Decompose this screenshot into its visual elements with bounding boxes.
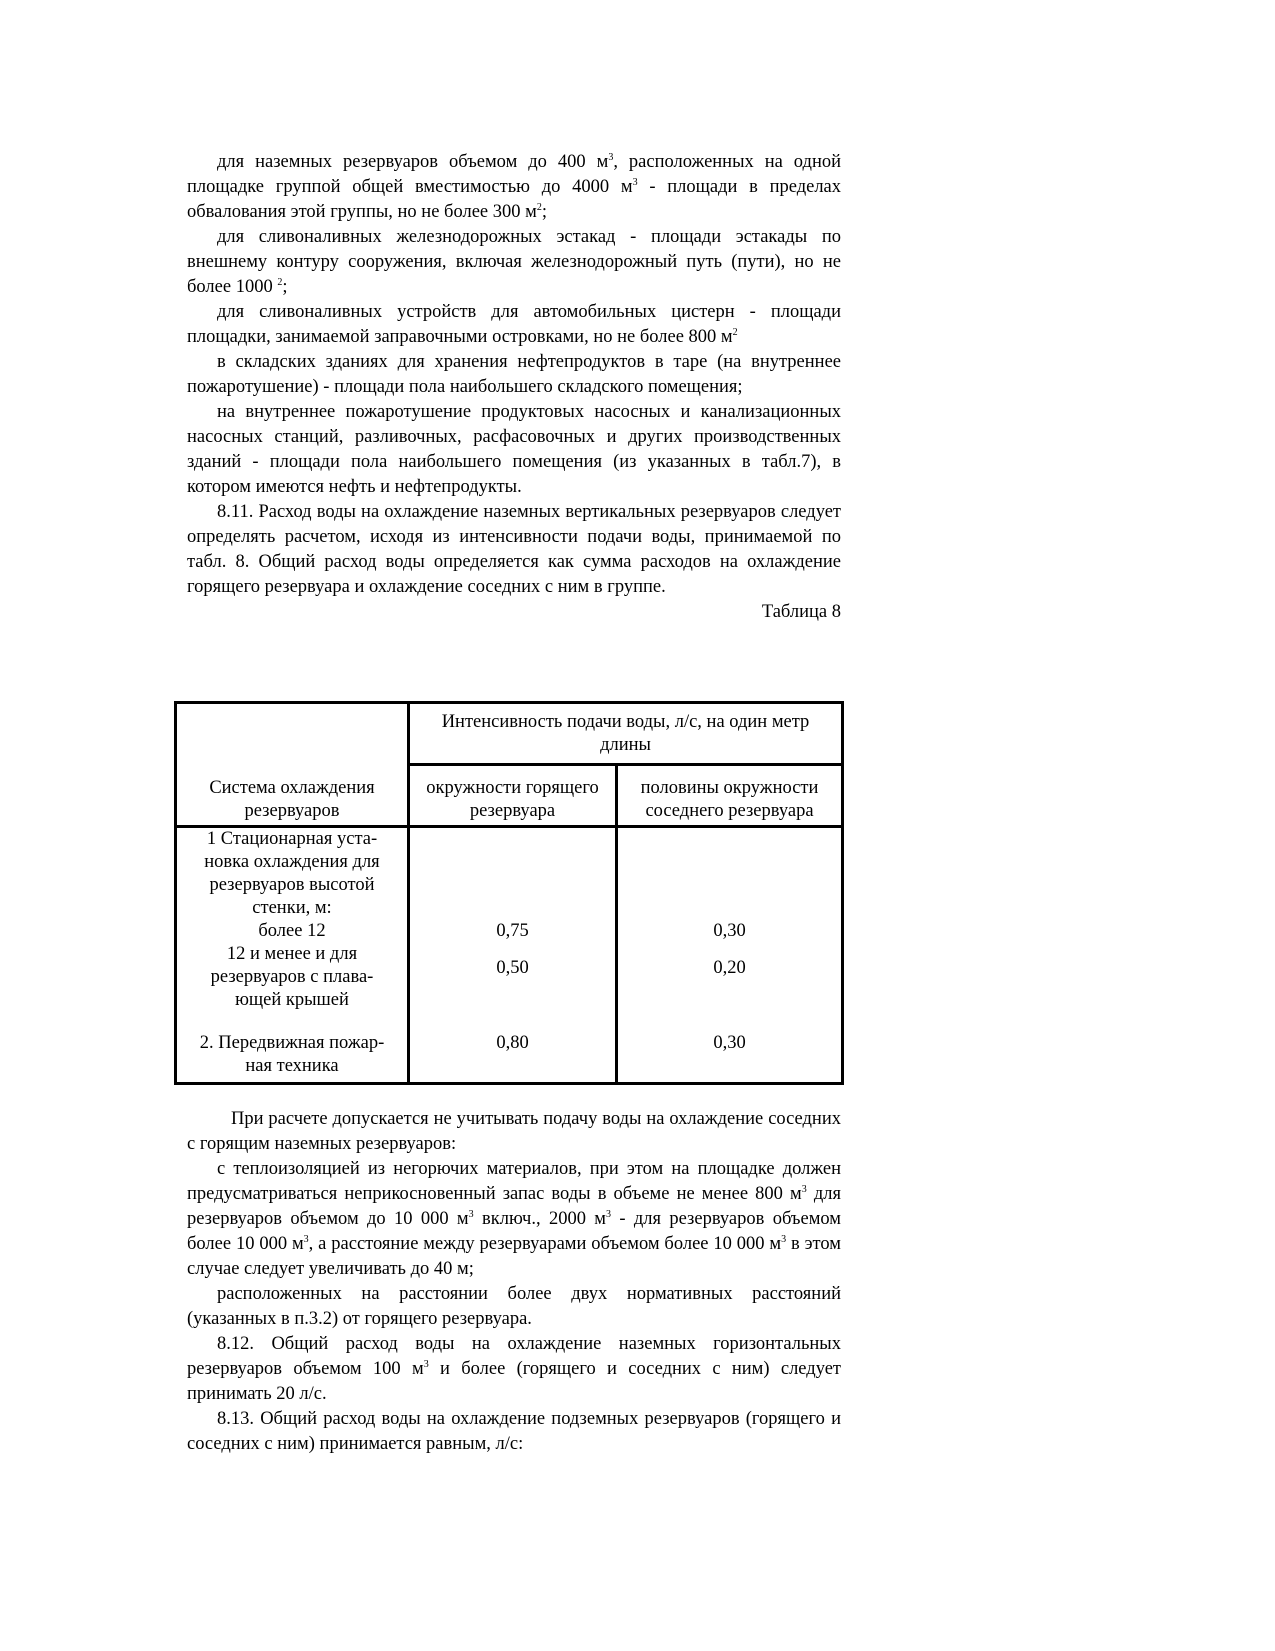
label-line: 1 Стационарная уста- [206, 829, 378, 849]
text: с теплоизоляцией из негорючих материалов, при этом на площадке должен предусматриваться неприкосновенный запас воды в объеме не менее 800 м [187, 1159, 841, 1204]
superscript: 2 [732, 327, 738, 338]
superscript: 2 [277, 277, 283, 288]
paragraph-8-12 [187, 1332, 841, 1407]
superscript: 3 [423, 1359, 429, 1370]
header-water-intensity: Интенсивность подачи воды, л/с, на один метр длины [409, 703, 843, 765]
label-line: резервуаров высотой [209, 875, 375, 895]
value-12-and-less: 0,20 [713, 958, 746, 978]
label-line: более 12 [258, 921, 326, 941]
paragraph-ground-tanks [187, 150, 841, 225]
text: в этом случае следует увеличивать до 40 м; [187, 1234, 841, 1279]
cell-mobile-label [176, 1022, 409, 1084]
cell-stationary-adjacent [617, 827, 843, 1022]
text: для резервуаров объемом до 10 000 м [187, 1184, 841, 1229]
text: для наземных резервуаров объемом до 400 м [217, 152, 609, 172]
document-body-bottom [187, 1107, 841, 1457]
superscript: 2 [536, 202, 542, 213]
label-line: резервуаров с плава- [210, 967, 374, 987]
paragraph-pump-stations: на внутреннее пожаротушение продуктовых насосных и канализационных насосных станций, разливочных, расфасовочных и других производственных зданий - площади пола наибольшего помещения (из указанных в табл.7), в котором имеются нефть и нефтепродукты. [187, 402, 841, 497]
header-cooling-system: Система охлаждения резервуаров [176, 703, 409, 827]
cell-mobile-burning: 0,80 [409, 1022, 617, 1084]
text: - для резервуаров объемом более 10 000 м [187, 1209, 842, 1254]
paragraph-warehouses: в складских зданиях для хранения нефтепродуктов в таре (на внутреннее пожаротушение) - площади пола наибольшего складского помещения; [187, 352, 841, 397]
text: , а расстояние между резервуарами объемом более 10 000 м [308, 1234, 782, 1254]
value-12-and-less: 0,50 [496, 958, 529, 978]
value-above-12: 0,30 [713, 921, 746, 941]
paragraph-railway-racks [187, 225, 841, 300]
document-body-top [187, 150, 841, 625]
cell-stationary-label [176, 827, 409, 1022]
header-burning-tank: окружности горящего резервуара [409, 765, 617, 827]
paragraph-distant-tanks: расположенных на расстоянии более двух нормативных расстояний (указанных в п.3.2) от горящего резервуара. [187, 1284, 841, 1329]
paragraph-8-11: 8.11. Расход воды на охлаждение наземных вертикальных резервуаров следует определять расчетом, исходя из интенсивности подачи воды, принимаемой по табл. 8. Общий расход воды определяется как сумма расходов на охлаждение горящего резервуара и охлаждение соседних с ним в группе. [187, 502, 841, 597]
header-adjacent-tank: половины окружности соседнего резервуара [617, 765, 843, 827]
superscript: 3 [303, 1234, 309, 1245]
superscript: 3 [608, 152, 614, 163]
text: и более (горящего и соседних с ним) следует принимать 20 л/с. [187, 1359, 841, 1404]
text: - площади в пределах обвалования этой группы, но не более 300 м [187, 177, 842, 222]
text: для сливоналивных устройств для автомобильных цистерн - площади площадки, занимаемой заправочными островками, но не более 800 м [187, 302, 841, 347]
label-line: ющей крышей [235, 990, 349, 1010]
text: включ., 2000 м [473, 1209, 607, 1229]
text: , расположенных на одной площадке группой общей вместимостью до 4000 м [187, 152, 841, 197]
text: для сливоналивных железнодорожных эстакад - площади эстакады по внешнему контуру сооружения, включая железнодорожный путь (пути), но не более 1000 [187, 227, 841, 297]
label-line: 2. Передвижная пожар- [199, 1032, 385, 1053]
cell-stationary-burning [409, 827, 617, 1022]
text: ; [541, 202, 547, 222]
label-line: ная техника [245, 1055, 339, 1076]
superscript: 3 [468, 1209, 474, 1220]
table-8 [174, 701, 844, 1085]
superscript: 3 [781, 1234, 787, 1245]
paragraph-insulated-tanks [187, 1157, 841, 1282]
paragraph-truck-loading [187, 300, 841, 350]
label-line: 12 и менее и для [226, 944, 358, 964]
paragraph-calculation-note: При расчете допускается не учитывать подачу воды на охлаждение соседних с горящим наземных резервуаров: [187, 1109, 841, 1154]
superscript: 3 [801, 1184, 807, 1195]
label-line: стенки, м: [252, 898, 332, 918]
text: ; [282, 277, 288, 297]
cell-mobile-adjacent: 0,30 [617, 1022, 843, 1084]
label-line: новка охлаждения для [204, 852, 380, 872]
value-above-12: 0,75 [496, 921, 529, 941]
superscript: 3 [632, 177, 638, 188]
text: 8.12. Общий расход воды на охлаждение наземных горизонтальных резервуаров объемом 100 м [187, 1334, 841, 1379]
paragraph-8-13: 8.13. Общий расход воды на охлаждение подземных резервуаров (горящего и соседних с ним) принимается равным, л/с: [187, 1409, 841, 1454]
table-caption: Таблица 8 [761, 602, 841, 622]
superscript: 3 [606, 1209, 612, 1220]
